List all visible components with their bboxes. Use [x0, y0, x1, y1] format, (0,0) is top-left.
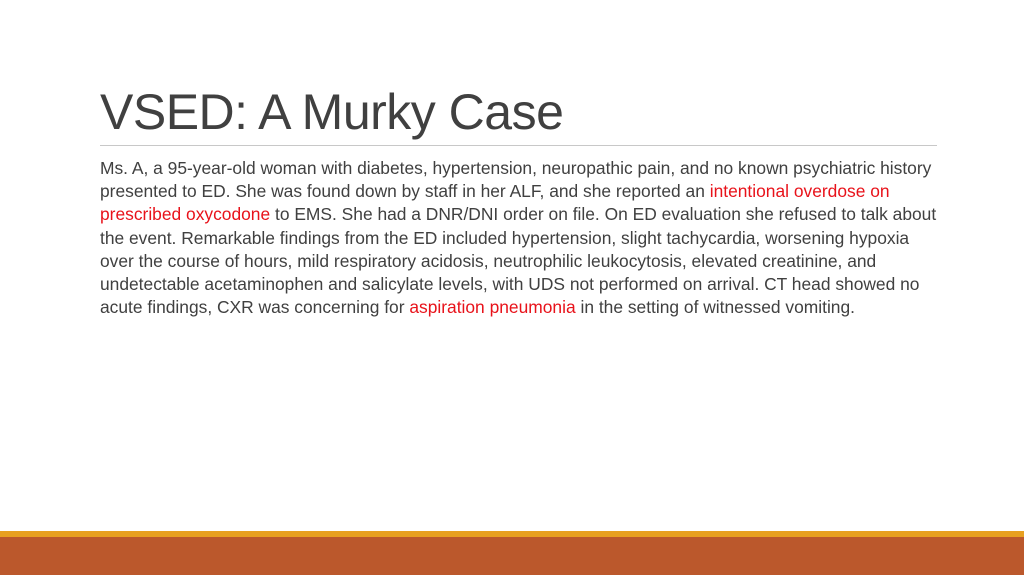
- highlight-aspiration-pneumonia: aspiration pneumonia: [409, 297, 576, 318]
- title-divider: [100, 145, 937, 146]
- footer-band: [0, 537, 1024, 575]
- case-text-part-1: Ms. A, a 95-year-old woman with diabetes, hypertension, neuropathic pain, and no known psychiatric history presented to ED. She was found down by staff in her ALF, and she reported an: [100, 158, 932, 202]
- highlight-overdose: intentional overdose on prescribed oxycodone: [100, 181, 890, 225]
- slide-title: VSED: A Murky Case: [100, 84, 564, 140]
- case-text-part-3: in the setting of witnessed vomiting.: [575, 297, 855, 318]
- case-text-part-2: to EMS. She had a DNR/DNI order on file. On ED evaluation she refused to talk about the event. Remarkable findings from the ED included hypertension, slight tachycardia, worsening hypoxia over the course of hours, mild respiratory acidosis, neutrophilic leukocytosis, elevated creatinine, and undetectable acetaminophen and salicylate levels, with UDS not performed on arrival. CT head showed no acute findings, CXR was concerning for: [100, 204, 937, 318]
- case-description: [100, 157, 940, 319]
